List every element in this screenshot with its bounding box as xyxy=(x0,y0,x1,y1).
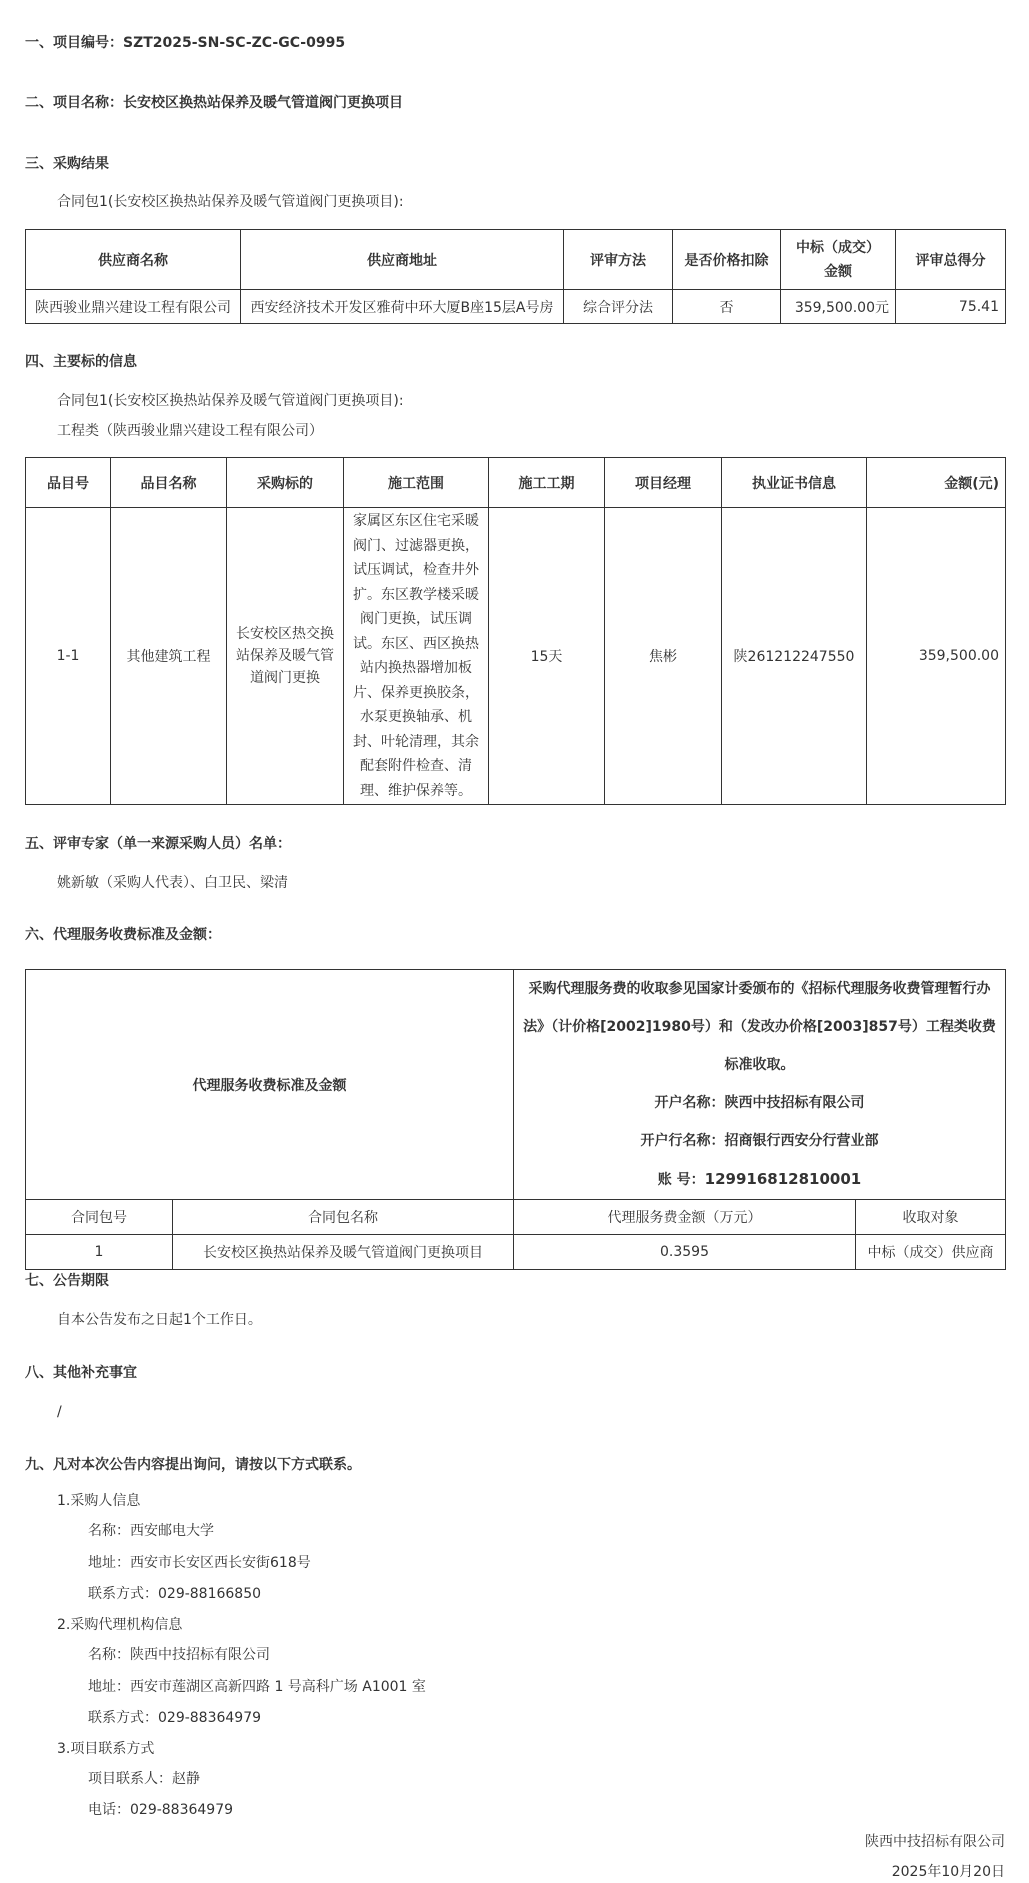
fee-header-no: 合同包号 xyxy=(26,1200,173,1235)
agency-address: 地址：西安市莲湖区高新四路 1 号高科广场 A1001 室 xyxy=(88,1679,426,1695)
announcement-period-text: 自本公告发布之日起1个工作日。 xyxy=(57,1312,262,1328)
subject-table-row xyxy=(26,508,1006,805)
result-package-label: 合同包1(长安校区换热站保养及暖气管道阀门更换项目): xyxy=(57,194,404,210)
fee-account-name: 开户名称：陕西中技招标有限公司 xyxy=(654,1095,865,1111)
purchaser-title: 1.采购人信息 xyxy=(57,1493,141,1509)
fee-standard-desc: 采购代理服务费的收取参见国家计委颁布的《招标代理服务收费管理暂行办法》（计价格[2002]1980号）和（发改办价格[2003]857号）工程类收费标准收取。 xyxy=(523,981,996,1073)
subject-item-no: 1-1 xyxy=(26,508,111,805)
subject-header-scope: 施工范围 xyxy=(344,458,489,508)
agency-phone: 联系方式：029-88364979 xyxy=(88,1710,262,1726)
section-experts: 五、评审专家（单一来源采购人员）名单： xyxy=(25,836,291,852)
result-table-row xyxy=(26,290,1006,324)
subject-header-cert: 执业证书信息 xyxy=(722,458,867,508)
subject-table-header-row xyxy=(26,458,1006,508)
section-procurement-result: 三、采购结果 xyxy=(25,156,109,172)
result-method: 综合评分法 xyxy=(564,290,673,324)
fee-header-amount: 代理服务费金额（万元） xyxy=(514,1200,856,1235)
fee-account-number xyxy=(522,1160,997,1199)
agency-title: 2.采购代理机构信息 xyxy=(57,1617,183,1633)
other-matters-text: / xyxy=(57,1404,62,1420)
subject-header-target: 采购标的 xyxy=(227,458,344,508)
section-announcement-period: 七、公告期限 xyxy=(25,1273,109,1289)
result-table xyxy=(25,229,1006,324)
project-contact-phone: 电话：029-88364979 xyxy=(88,1802,234,1818)
subject-scope: 家属区东区住宅采暖阀门、过滤器更换，试压调试，检查井外扩。东区教学楼采暖阀门更换，试压调试。东区、西区换热站内换热器增加板片、保养更换胶条，水泵更换轴承、机封、叶轮清理，其余配套附件检查、清理、维护保养等。 xyxy=(344,508,489,805)
subject-category: 工程类（陕西骏业鼎兴建设工程有限公司） xyxy=(57,423,323,439)
result-header-amount-line1: 中标（成交） xyxy=(796,239,880,256)
subject-header-period: 施工工期 xyxy=(489,458,605,508)
subject-header-amount: 金额(元) xyxy=(867,458,1006,508)
fee-amount: 0.3595 xyxy=(514,1235,856,1270)
result-header-score: 评审总得分 xyxy=(896,230,1006,290)
section-contact: 九、凡对本次公告内容提出询问，请按以下方式联系。 xyxy=(25,1457,361,1473)
result-supplier-name: 陕西骏业鼎兴建设工程有限公司 xyxy=(26,290,241,324)
agency-name: 名称：陕西中技招标有限公司 xyxy=(88,1647,270,1663)
result-header-supplier: 供应商名称 xyxy=(26,230,241,290)
subject-amount: 359,500.00 xyxy=(867,508,1006,805)
result-supplier-address: 西安经济技术开发区雅荷中环大厦B座15层A号房 xyxy=(241,290,564,324)
footer-company: 陕西中技招标有限公司 xyxy=(865,1834,1005,1850)
experts-list: 姚新敏（采购人代表）、白卫民、梁清 xyxy=(57,875,288,891)
fee-standard-row xyxy=(26,970,1006,1200)
fee-account-label: 账 号： xyxy=(657,1172,705,1188)
subject-cert: 陕261212247550 xyxy=(722,508,867,805)
fee-bank-name: 开户行名称：招商银行西安分行营业部 xyxy=(640,1133,879,1149)
project-contact-person: 项目联系人：赵静 xyxy=(88,1771,200,1787)
section-main-subject: 四、主要标的信息 xyxy=(25,354,137,370)
subject-header-item-no: 品目号 xyxy=(26,458,111,508)
subject-manager: 焦彬 xyxy=(605,508,722,805)
fee-table xyxy=(25,969,1006,1270)
subject-header-manager: 项目经理 xyxy=(605,458,722,508)
subject-target: 长安校区热交换站保养及暖气管道阀门更换 xyxy=(227,508,344,805)
result-header-method: 评审方法 xyxy=(564,230,673,290)
result-table-header-row xyxy=(26,230,1006,290)
fee-account-no: 129916812810001 xyxy=(704,1170,862,1188)
result-header-amount xyxy=(781,230,896,290)
result-header-address: 供应商地址 xyxy=(241,230,564,290)
fee-table-row xyxy=(26,1235,1006,1270)
fee-standard-content xyxy=(514,970,1006,1200)
section-agency-fee: 六、代理服务收费标准及金额： xyxy=(25,927,221,943)
fee-collect-target: 中标（成交）供应商 xyxy=(856,1235,1006,1270)
subject-header-item-name: 品目名称 xyxy=(111,458,227,508)
section-other-matters: 八、其他补充事宜 xyxy=(25,1365,137,1381)
subject-package-label: 合同包1(长安校区换热站保养及暖气管道阀门更换项目): xyxy=(57,393,404,409)
fee-standard-label: 代理服务收费标准及金额 xyxy=(26,970,514,1200)
fee-header-name: 合同包名称 xyxy=(173,1200,514,1235)
purchaser-address: 地址：西安市长安区西长安街618号 xyxy=(88,1555,311,1571)
section-project-name: 二、项目名称：长安校区换热站保养及暖气管道阀门更换项目 xyxy=(25,95,403,111)
result-header-amount-line2: 金额 xyxy=(824,263,852,280)
purchaser-phone: 联系方式：029-88166850 xyxy=(88,1586,262,1602)
fee-package-no: 1 xyxy=(26,1235,173,1270)
fee-package-name: 长安校区换热站保养及暖气管道阀门更换项目 xyxy=(173,1235,514,1270)
subject-period: 15天 xyxy=(489,508,605,805)
fee-header-target: 收取对象 xyxy=(856,1200,1006,1235)
result-price-deduction: 否 xyxy=(673,290,781,324)
footer-date: 2025年10月20日 xyxy=(891,1864,1005,1880)
subject-item-name: 其他建筑工程 xyxy=(111,508,227,805)
project-contact-title: 3.项目联系方式 xyxy=(57,1741,155,1757)
fee-table-header-row xyxy=(26,1200,1006,1235)
result-header-deduction: 是否价格扣除 xyxy=(673,230,781,290)
result-score: 75.41 xyxy=(896,290,1006,324)
section-project-number: 一、项目编号：SZT2025-SN-SC-ZC-GC-0995 xyxy=(25,35,346,51)
result-amount: 359,500.00元 xyxy=(781,290,896,324)
purchaser-name: 名称：西安邮电大学 xyxy=(88,1523,214,1539)
subject-table xyxy=(25,457,1006,805)
